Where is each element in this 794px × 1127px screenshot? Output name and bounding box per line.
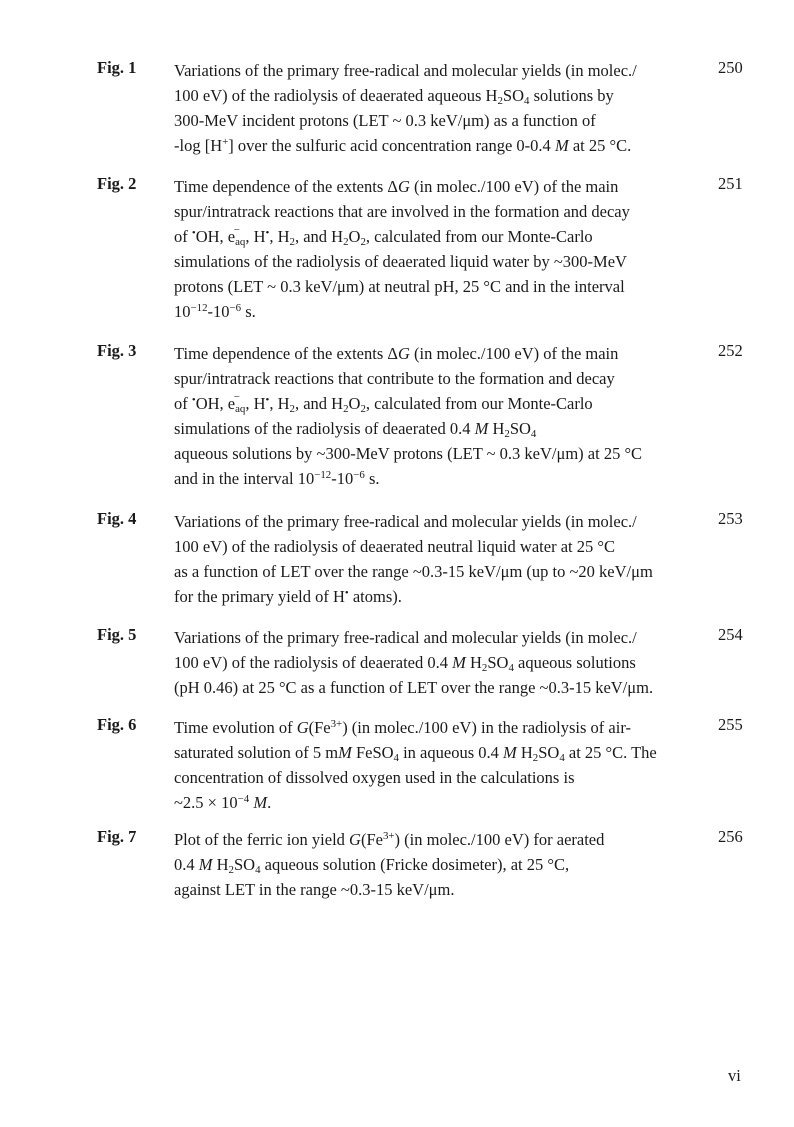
figure-page-number: 251 xyxy=(718,174,743,193)
caption-line: (pH 0.46) at 25 °C as a function of LET over the range ~0.3-15 keV/μm. xyxy=(174,678,654,697)
figure-caption xyxy=(174,509,714,609)
caption-line: of •OH, $e_{aq}$ − , H•, $H_2$, and $H_2O_2$, calculated from our Monte-Carlo xyxy=(174,391,593,416)
caption-line: simulations of the radiolysis of deaerated 0.4 M $H_2SO_4$ xyxy=(174,419,537,441)
caption-line: aqueous solutions by ~300-MeV protons (LET ~ 0.3 keV/μm) at 25 °C xyxy=(174,444,643,463)
caption-line: 300-MeV incident protons (LET ~ 0.3 keV/μm) as a function of xyxy=(174,111,596,130)
page-number: vi xyxy=(728,1066,741,1085)
caption-line: and in the interval $10^{-12}-10^{-6}$ s. xyxy=(174,469,380,488)
caption-line: -log [H+] over the sulfuric acid concentration range 0-0.4 M at 25 °C. xyxy=(174,136,632,155)
caption-line: spur/intratrack reactions that are involved in the formation and decay xyxy=(174,202,630,221)
figure-label: Fig. 2 xyxy=(97,174,137,193)
figure-label: Fig. 3 xyxy=(97,341,137,360)
caption-line: Variations of the primary free-radical and molecular yields (in molec./ xyxy=(174,512,637,531)
figure-label: Fig. 1 xyxy=(97,58,137,77)
caption-line: Time evolution of $G(Fe^{3+})$ (in molec./100 eV) in the radiolysis of air- xyxy=(174,718,631,737)
caption-line: 100 eV) of the radiolysis of deaerated neutral liquid water at 25 °C xyxy=(174,537,615,556)
caption-line: for the primary yield of H• atoms). xyxy=(174,587,402,606)
caption-line: Time dependence of the extents ΔG (in molec./100 eV) of the main xyxy=(174,177,619,196)
figure-caption xyxy=(174,341,714,491)
caption-line: as a function of LET over the range ~0.3-15 keV/μm (up to ~20 keV/μm xyxy=(174,562,653,581)
caption-line: of •OH, $e_{aq}$ − , H•, $H_2$, and $H_2O_2$, calculated from our Monte-Carlo xyxy=(174,224,593,249)
caption-line: 100 eV) of the radiolysis of deaerated 0.4 M $H_2SO_4$ aqueous solutions xyxy=(174,653,636,675)
figure-page-number: 252 xyxy=(718,341,743,360)
figure-page-number: 256 xyxy=(718,827,743,846)
caption-line: against LET in the range ~0.3-15 keV/μm. xyxy=(174,880,455,899)
caption-line: $10^{-12}-10^{-6}$ s. xyxy=(174,302,256,321)
caption-line: protons (LET ~ 0.3 keV/μm) at neutral pH, 25 °C and in the interval xyxy=(174,277,625,296)
caption-line: ~2.5 × $10^{-4}$ M. xyxy=(174,793,272,812)
caption-line: Plot of the ferric ion yield $G(Fe^{3+})$ (in molec./100 eV) for aerated xyxy=(174,830,605,849)
figure-label: Fig. 5 xyxy=(97,625,137,644)
caption-line: 0.4 M $H_2SO_4$ aqueous solution (Fricke dosimeter), at 25 °C, xyxy=(174,855,570,877)
figure-caption xyxy=(174,715,714,815)
caption-line: Variations of the primary free-radical and molecular yields (in molec./ xyxy=(174,61,637,80)
figure-caption xyxy=(174,58,714,158)
caption-line: 100 eV) of the radiolysis of deaerated aqueous $H_2SO_4$ solutions by xyxy=(174,86,614,108)
caption-line: Variations of the primary free-radical and molecular yields (in molec./ xyxy=(174,628,637,647)
caption-line: concentration of dissolved oxygen used in the calculations is xyxy=(174,768,575,787)
figure-page-number: 255 xyxy=(718,715,743,734)
figure-page-number: 250 xyxy=(718,58,743,77)
figure-label: Fig. 4 xyxy=(97,509,137,528)
caption-line: Time dependence of the extents ΔG (in molec./100 eV) of the main xyxy=(174,344,619,363)
figure-caption xyxy=(174,174,714,324)
figure-page-number: 253 xyxy=(718,509,743,528)
caption-line: simulations of the radiolysis of deaerated liquid water by ~300-MeV xyxy=(174,252,627,271)
figure-caption xyxy=(174,827,714,902)
figure-caption xyxy=(174,625,714,700)
caption-line: spur/intratrack reactions that contribute to the formation and decay xyxy=(174,369,615,388)
figure-page-number: 254 xyxy=(718,625,743,644)
figure-label: Fig. 7 xyxy=(97,827,137,846)
caption-line: saturated solution of 5 mM FeSO$_4$ in aqueous 0.4 M $H_2SO_4$ at 25 °C. The xyxy=(174,743,657,765)
figure-label: Fig. 6 xyxy=(97,715,137,734)
